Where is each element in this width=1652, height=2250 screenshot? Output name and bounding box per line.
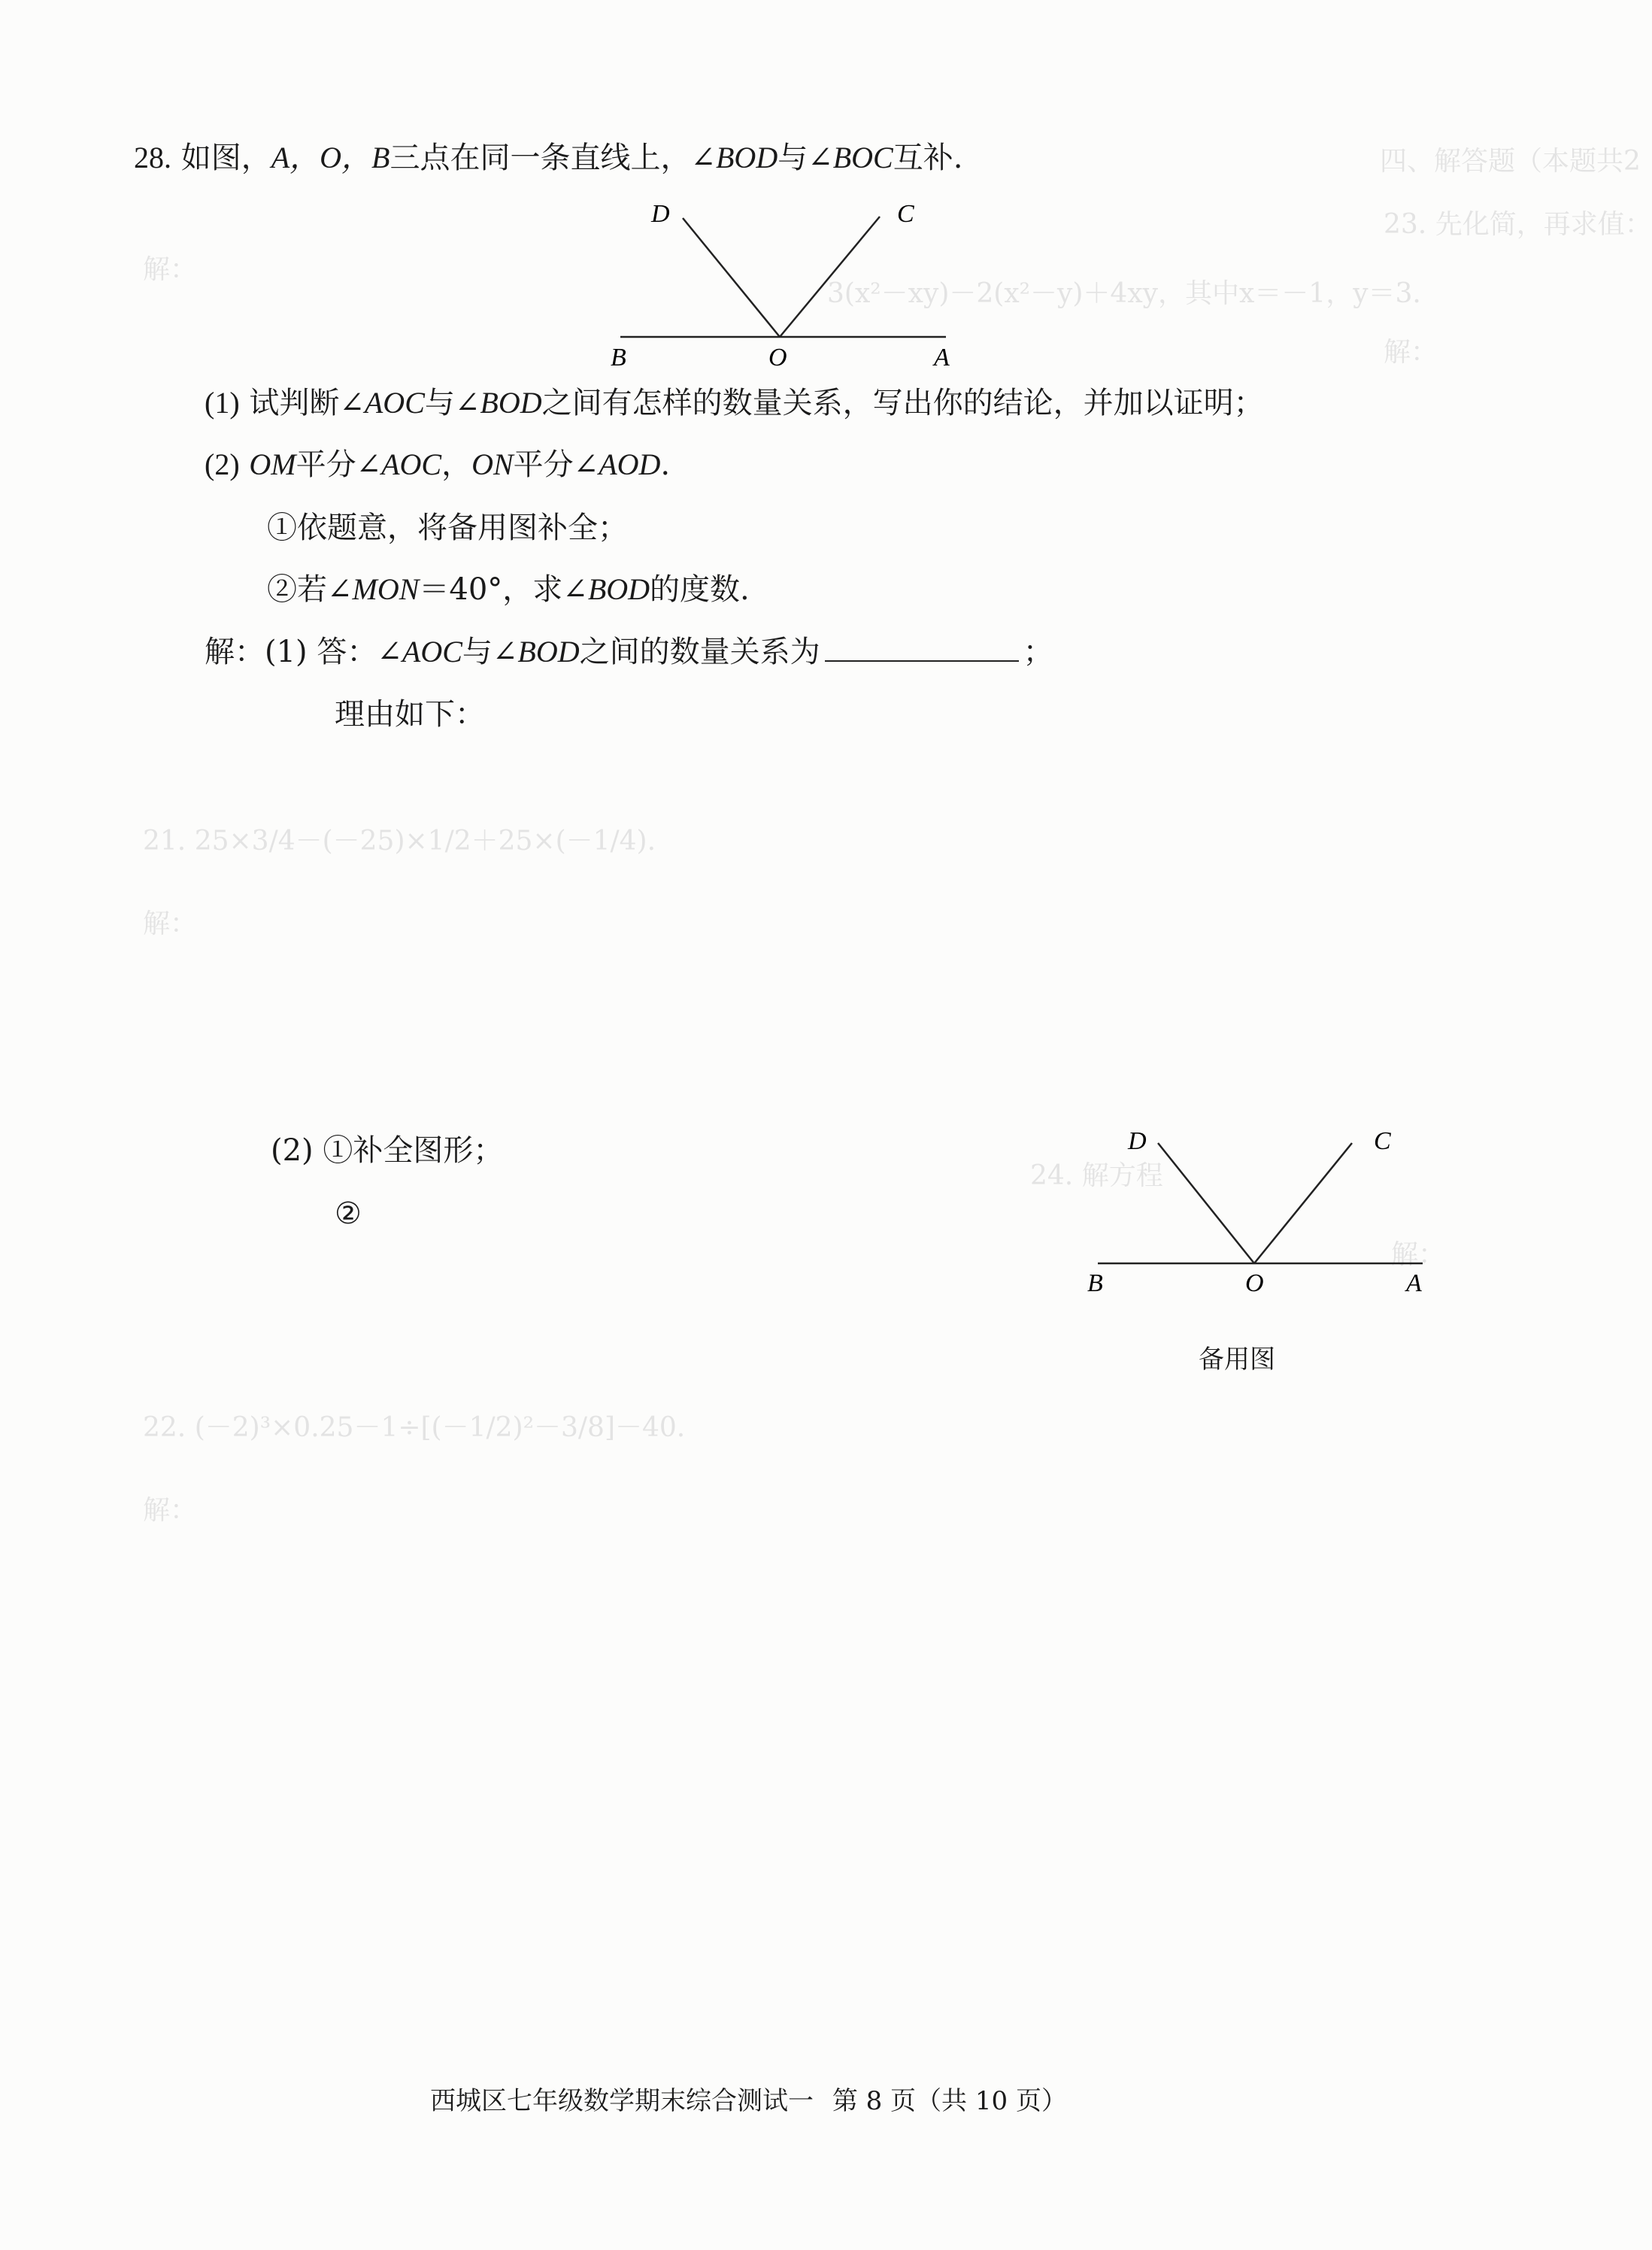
solution-end: ； — [1023, 635, 1053, 669]
bleed-text: 22. (－2)³×0.25－1÷[(－1/2)²－3/8]－40. — [143, 1412, 686, 1443]
solution-lead: 解：(1) 答：∠ — [205, 635, 402, 669]
label-c: C — [897, 200, 914, 228]
label-b: B — [611, 344, 626, 371]
stem-prefix: 如图， — [180, 141, 271, 175]
part1-text — [205, 382, 1264, 424]
stem-suffix: 互补. — [893, 141, 963, 175]
bleed-text: 四、解答题（本题共2 — [1380, 146, 1641, 177]
solution-c: 之间的数量关系为 — [579, 635, 820, 669]
label-a: A — [934, 344, 950, 371]
bleed-text: 解： — [143, 908, 198, 939]
ray-od — [683, 218, 780, 337]
ray-oc — [780, 217, 880, 337]
label-d: D — [1128, 1127, 1147, 1155]
answer-blank[interactable] — [825, 630, 1019, 662]
part1-c: 之间有怎样的数量关系，写出你的结论，并加以证明； — [541, 386, 1264, 420]
label-o: O — [768, 344, 787, 371]
part1-num: (1) — [205, 386, 240, 420]
part2-answer-line1: (2) ①补全图形； — [271, 1133, 504, 1168]
bleed-text: 解： — [143, 254, 198, 285]
footer-title: 西城区七年级数学期末综合测试一 — [430, 2086, 814, 2116]
part1-b: 与∠ — [424, 386, 480, 420]
bleed-text: 23. 先化简，再求值： — [1384, 209, 1652, 240]
part2-b: 平分∠ — [513, 447, 599, 482]
question-number: 28. — [134, 141, 171, 174]
main-figure — [594, 188, 970, 376]
part2-num: (2) — [205, 447, 240, 481]
ray-on: ON — [471, 447, 514, 481]
angle-aod: AOD — [599, 447, 661, 481]
bleed-text: 24. 解方程 — [1030, 1160, 1163, 1191]
part1-a: 试判断∠ — [249, 386, 365, 420]
bleed-text: 解： — [1391, 1239, 1446, 1270]
sub1-text: ①依题意，将备用图补全； — [267, 511, 628, 545]
part2-answer-line2: ② — [335, 1196, 362, 1231]
part2-a: 平分∠ — [296, 447, 382, 482]
angle-bod: BOD — [587, 572, 650, 606]
angle-bod: BOD — [517, 635, 580, 669]
angle-mon: MON — [352, 572, 420, 606]
bleed-text: 3(x²－xy)－2(x²－y)＋4xy，其中x＝－1，y＝3. — [827, 278, 1421, 309]
angle-bod: BOD — [480, 386, 542, 420]
bleed-text: 解： — [143, 1495, 198, 1526]
page-footer — [430, 2080, 1067, 2117]
ray-od — [1158, 1143, 1254, 1263]
spare-figure-caption: 备用图 — [1199, 1345, 1275, 1375]
sub2-a: ②若∠ — [267, 572, 353, 607]
part2-end: . — [660, 447, 671, 482]
part2-comma: ， — [441, 447, 472, 482]
sub2-c: 的度数. — [650, 572, 750, 607]
solution-line — [205, 630, 1053, 673]
angle-aoc: AOC — [402, 635, 462, 669]
label-a: A — [1406, 1269, 1422, 1297]
reason-label: 理由如下： — [335, 697, 485, 732]
label-o: O — [1245, 1269, 1264, 1297]
sub2-text — [267, 569, 750, 611]
solution-b: 与∠ — [462, 635, 518, 669]
label-c: C — [1374, 1127, 1391, 1155]
label-b: B — [1087, 1269, 1103, 1297]
sub2-b: ＝40°，求∠ — [419, 572, 588, 607]
spare-figure — [1075, 1120, 1436, 1301]
bleed-text: 解： — [1384, 337, 1438, 368]
angle-aoc: AOC — [364, 386, 425, 420]
label-d: D — [651, 200, 670, 228]
question-stem — [134, 137, 962, 179]
bleed-text: 21. 25×3/4－(－25)×1/2＋25×(－1/4). — [143, 826, 656, 857]
ray-oc — [1254, 1143, 1352, 1263]
stem-middle: 三点在同一条直线上，∠ — [390, 141, 716, 175]
ray-om: OM — [249, 447, 296, 481]
angle-boc: BOC — [832, 141, 893, 174]
part2-text — [205, 444, 670, 486]
angle-bod: BOD — [716, 141, 778, 174]
stem-and: 与∠ — [778, 141, 833, 175]
footer-page-number: 第 8 页（共 10 页） — [832, 2086, 1067, 2116]
angle-aoc: AOC — [381, 447, 442, 481]
stem-points: A，O，B — [271, 141, 390, 174]
